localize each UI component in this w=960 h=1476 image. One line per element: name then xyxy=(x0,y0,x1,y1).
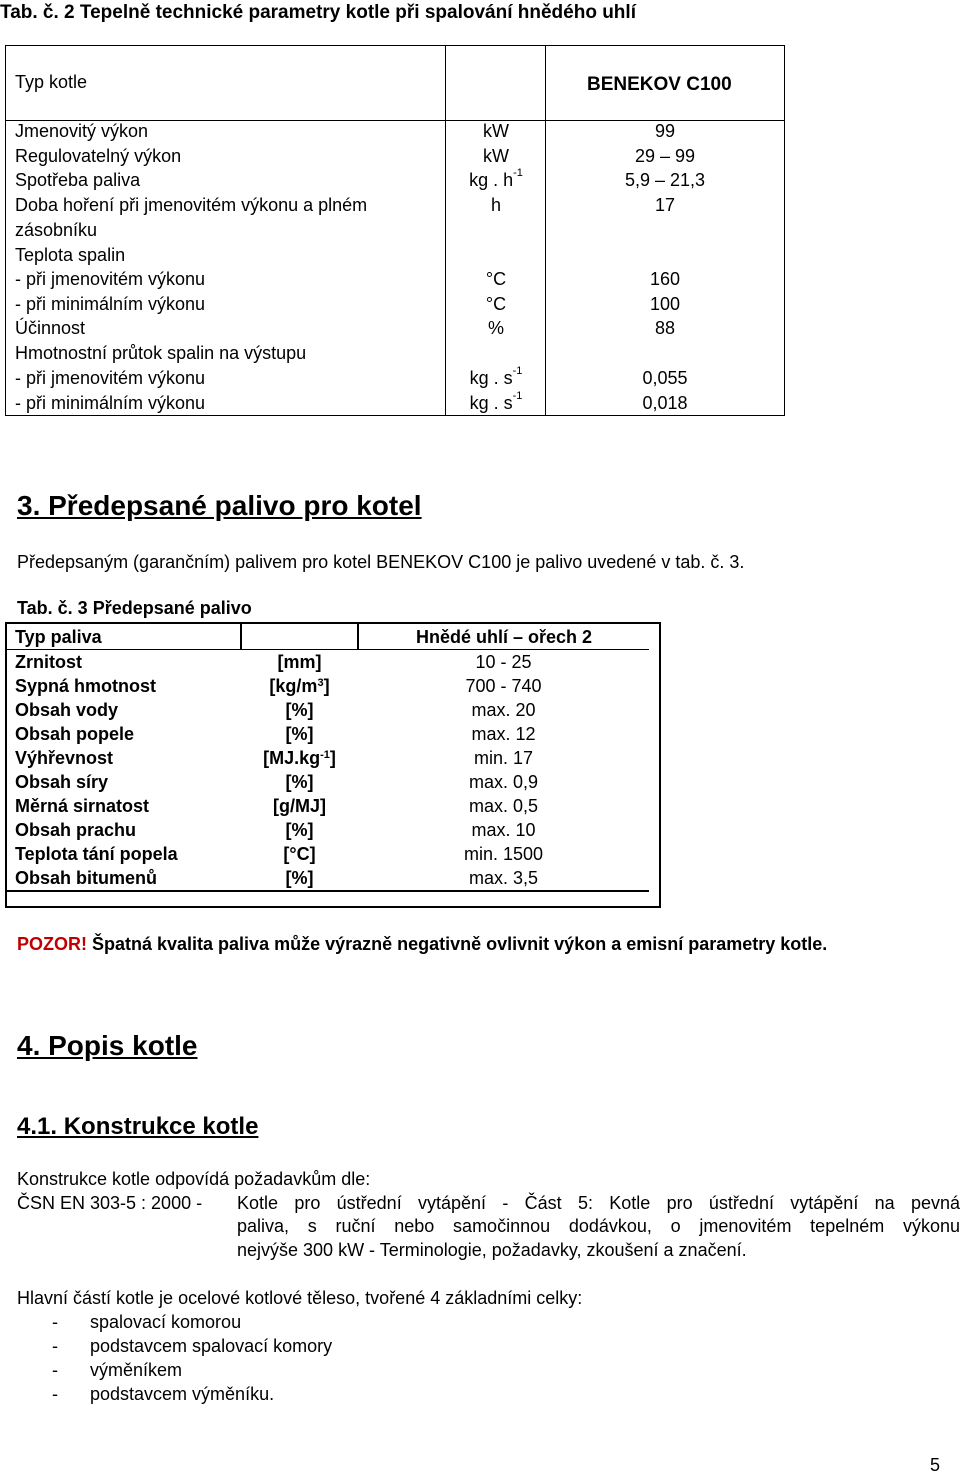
unit-text: kg . s xyxy=(469,393,513,413)
parts-list-item: spalovací komorou xyxy=(90,1312,242,1332)
unit-text: [%] xyxy=(285,724,314,744)
table3-row-value: max. 0,9 xyxy=(468,772,539,792)
table3-row-label: Obsah bitumenů xyxy=(5,866,241,891)
table2-row-unit xyxy=(446,294,546,315)
table2-row-label: - při minimálním výkonu xyxy=(15,393,206,413)
section3-heading: 3. Předepsané palivo pro kotel xyxy=(17,490,422,521)
unit-text: [g/MJ] xyxy=(273,796,326,816)
parts-list-item: výměníkem xyxy=(90,1360,183,1380)
bullet: - xyxy=(52,1336,58,1356)
table3-row-value: min. 17 xyxy=(473,748,534,768)
unit-text: % xyxy=(487,318,504,338)
parts-list-item: podstavcem výměníku. xyxy=(90,1384,275,1404)
table3-title: Tab. č. 3 Předepsané palivo xyxy=(17,598,252,618)
table2-row-value: 99 xyxy=(654,121,676,141)
table2-row-unit xyxy=(446,390,546,414)
table2-divider xyxy=(545,45,546,416)
table3-frame xyxy=(5,622,661,908)
section4-subheading: 4.1. Konstrukce kotle xyxy=(17,1113,259,1140)
table3-row-label: Obsah vody xyxy=(15,700,119,720)
table2-row-label: - při jmenovitém výkonu xyxy=(15,269,206,289)
table3-row-value: max. 3,5 xyxy=(358,866,649,891)
table3-header-value: Hnědé uhlí – ořech 2 xyxy=(358,623,649,650)
table2-row-value: 100 xyxy=(649,294,681,314)
table2-row-label: Doba hoření při jmenovitém výkonu a plném xyxy=(15,195,368,215)
unit-text: h xyxy=(490,195,501,215)
parts-intro: Hlavní částí kotle je ocelové kotlové těleso, tvořené 4 základními celky: xyxy=(17,1288,583,1308)
unit-text: [kg/m xyxy=(269,676,318,696)
table2-row-label: - při minimálním výkonu xyxy=(15,294,206,314)
norm-line-2: paliva, s ruční nebo samočinnou dodávkou, o jmenovitém tepelném výkonu xyxy=(237,1216,960,1236)
norm-code: ČSN EN 303-5 : 2000 - xyxy=(17,1193,203,1213)
table2-row-label: zásobníku xyxy=(15,220,98,240)
bullet: - xyxy=(52,1360,58,1380)
unit-text: °C xyxy=(485,269,507,289)
table2-row-label: Teplota spalin xyxy=(15,245,126,265)
unit-exponent: -1 xyxy=(320,749,330,761)
table3-row-label: Obsah popele xyxy=(15,724,135,744)
table2-row-value: 88 xyxy=(654,318,676,338)
norm-line-3: nejvýše 300 kW - Terminologie, požadavky, zkoušení a značení. xyxy=(237,1240,747,1260)
bullet: - xyxy=(52,1312,58,1332)
section4-heading: 4. Popis kotle xyxy=(17,1030,198,1061)
unit-exponent: 3 xyxy=(317,677,324,689)
norm-line-1: Kotle pro ústřední vytápění - Část 5: Kotle pro ústřední vytápění na pevná xyxy=(237,1193,960,1213)
table3-row-label: Výhřevnost xyxy=(15,748,114,768)
unit-end: ] xyxy=(323,676,330,696)
table2-row-label: Hmotnostní průtok spalin na výstupu xyxy=(15,343,307,363)
table2-header-label: Typ kotle xyxy=(15,72,88,92)
section3-intro: Předepsaným (garančním) palivem pro kotel BENEKOV C100 je palivo uvedené v tab. č. 3. xyxy=(17,552,745,572)
table3-row-value: max. 10 xyxy=(471,820,536,840)
table2-row-unit xyxy=(446,365,546,389)
unit-text: [%] xyxy=(285,868,314,888)
warning-text: Špatná kvalita paliva může výrazně negativně ovlivnit výkon a emisní parametry kotle. xyxy=(87,934,828,954)
table2-divider xyxy=(445,45,446,416)
unit-exponent: -1 xyxy=(512,390,523,402)
table3-row-value: 700 - 740 xyxy=(465,676,542,696)
unit-text: [MJ.kg xyxy=(263,748,321,768)
table3-row-label: Sypná hmotnost xyxy=(15,676,157,696)
norm-intro: Konstrukce kotle odpovídá požadavkům dle: xyxy=(17,1169,371,1189)
table3-row-value: min. 1500 xyxy=(463,844,544,864)
unit-text: [%] xyxy=(285,700,314,720)
table2-row-value: 0,055 xyxy=(642,368,688,388)
unit-exponent: -1 xyxy=(512,365,523,377)
table3-row-label: Měrná sirnatost xyxy=(15,796,150,816)
table3-header-label: Typ paliva xyxy=(5,623,241,650)
table3-row-label: Obsah síry xyxy=(15,772,109,792)
unit-text: kW xyxy=(483,146,509,166)
unit-text: °C xyxy=(485,294,507,314)
table3-row-value: max. 20 xyxy=(471,700,536,720)
unit-text: kW xyxy=(483,121,509,141)
table3-row-label: Teplota tání popela xyxy=(15,844,178,864)
table3-row-value: max. 12 xyxy=(471,724,536,744)
unit-text: [%] xyxy=(285,820,314,840)
unit-text: [°C] xyxy=(283,844,316,864)
bullet: - xyxy=(52,1384,58,1404)
table2-row-label: Jmenovitý výkon xyxy=(15,121,149,141)
table3-row-value: max. 0,5 xyxy=(468,796,539,816)
table2-row-unit xyxy=(446,269,546,290)
unit-exponent: -1 xyxy=(513,167,523,179)
table2-row-unit xyxy=(446,195,546,216)
unit-text: kg . h xyxy=(469,170,514,190)
table2-title: Tab. č. 2 Tepelně technické parametry kotle při spalování hnědého uhlí xyxy=(0,2,636,23)
table2-row-value: 160 xyxy=(649,269,681,289)
table2-row-unit xyxy=(446,146,546,167)
parts-list-item: podstavcem spalovací komory xyxy=(90,1336,333,1356)
table2-row-unit xyxy=(446,167,546,191)
table3-row-label: Obsah prachu xyxy=(15,820,137,840)
warning xyxy=(17,934,827,955)
table3-row-label: Zrnitost xyxy=(15,652,82,672)
unit-end: ] xyxy=(329,748,336,768)
table2-row-label: Účinnost xyxy=(15,318,86,338)
table2-header-value: BENEKOV C100 xyxy=(587,74,732,95)
unit-text: [mm] xyxy=(277,652,322,672)
table2-row-value: 29 – 99 xyxy=(634,146,696,166)
page-number: 5 xyxy=(929,1455,940,1475)
table2-row-unit xyxy=(446,318,546,339)
table2-row-unit xyxy=(446,121,546,142)
table2-row-value: 0,018 xyxy=(642,393,688,413)
table3-row-value: 10 - 25 xyxy=(475,652,532,672)
unit-text: [%] xyxy=(285,772,314,792)
table2-row-label: Spotřeba paliva xyxy=(15,170,141,190)
table2-row-value: 17 xyxy=(654,195,676,215)
unit-text: kg . s xyxy=(469,368,513,388)
table2-row-label: - při jmenovitém výkonu xyxy=(15,368,206,388)
warning-prefix: POZOR! xyxy=(17,934,87,954)
table2-row-value: 5,9 – 21,3 xyxy=(624,170,706,190)
table2-row-label: Regulovatelný výkon xyxy=(15,146,182,166)
